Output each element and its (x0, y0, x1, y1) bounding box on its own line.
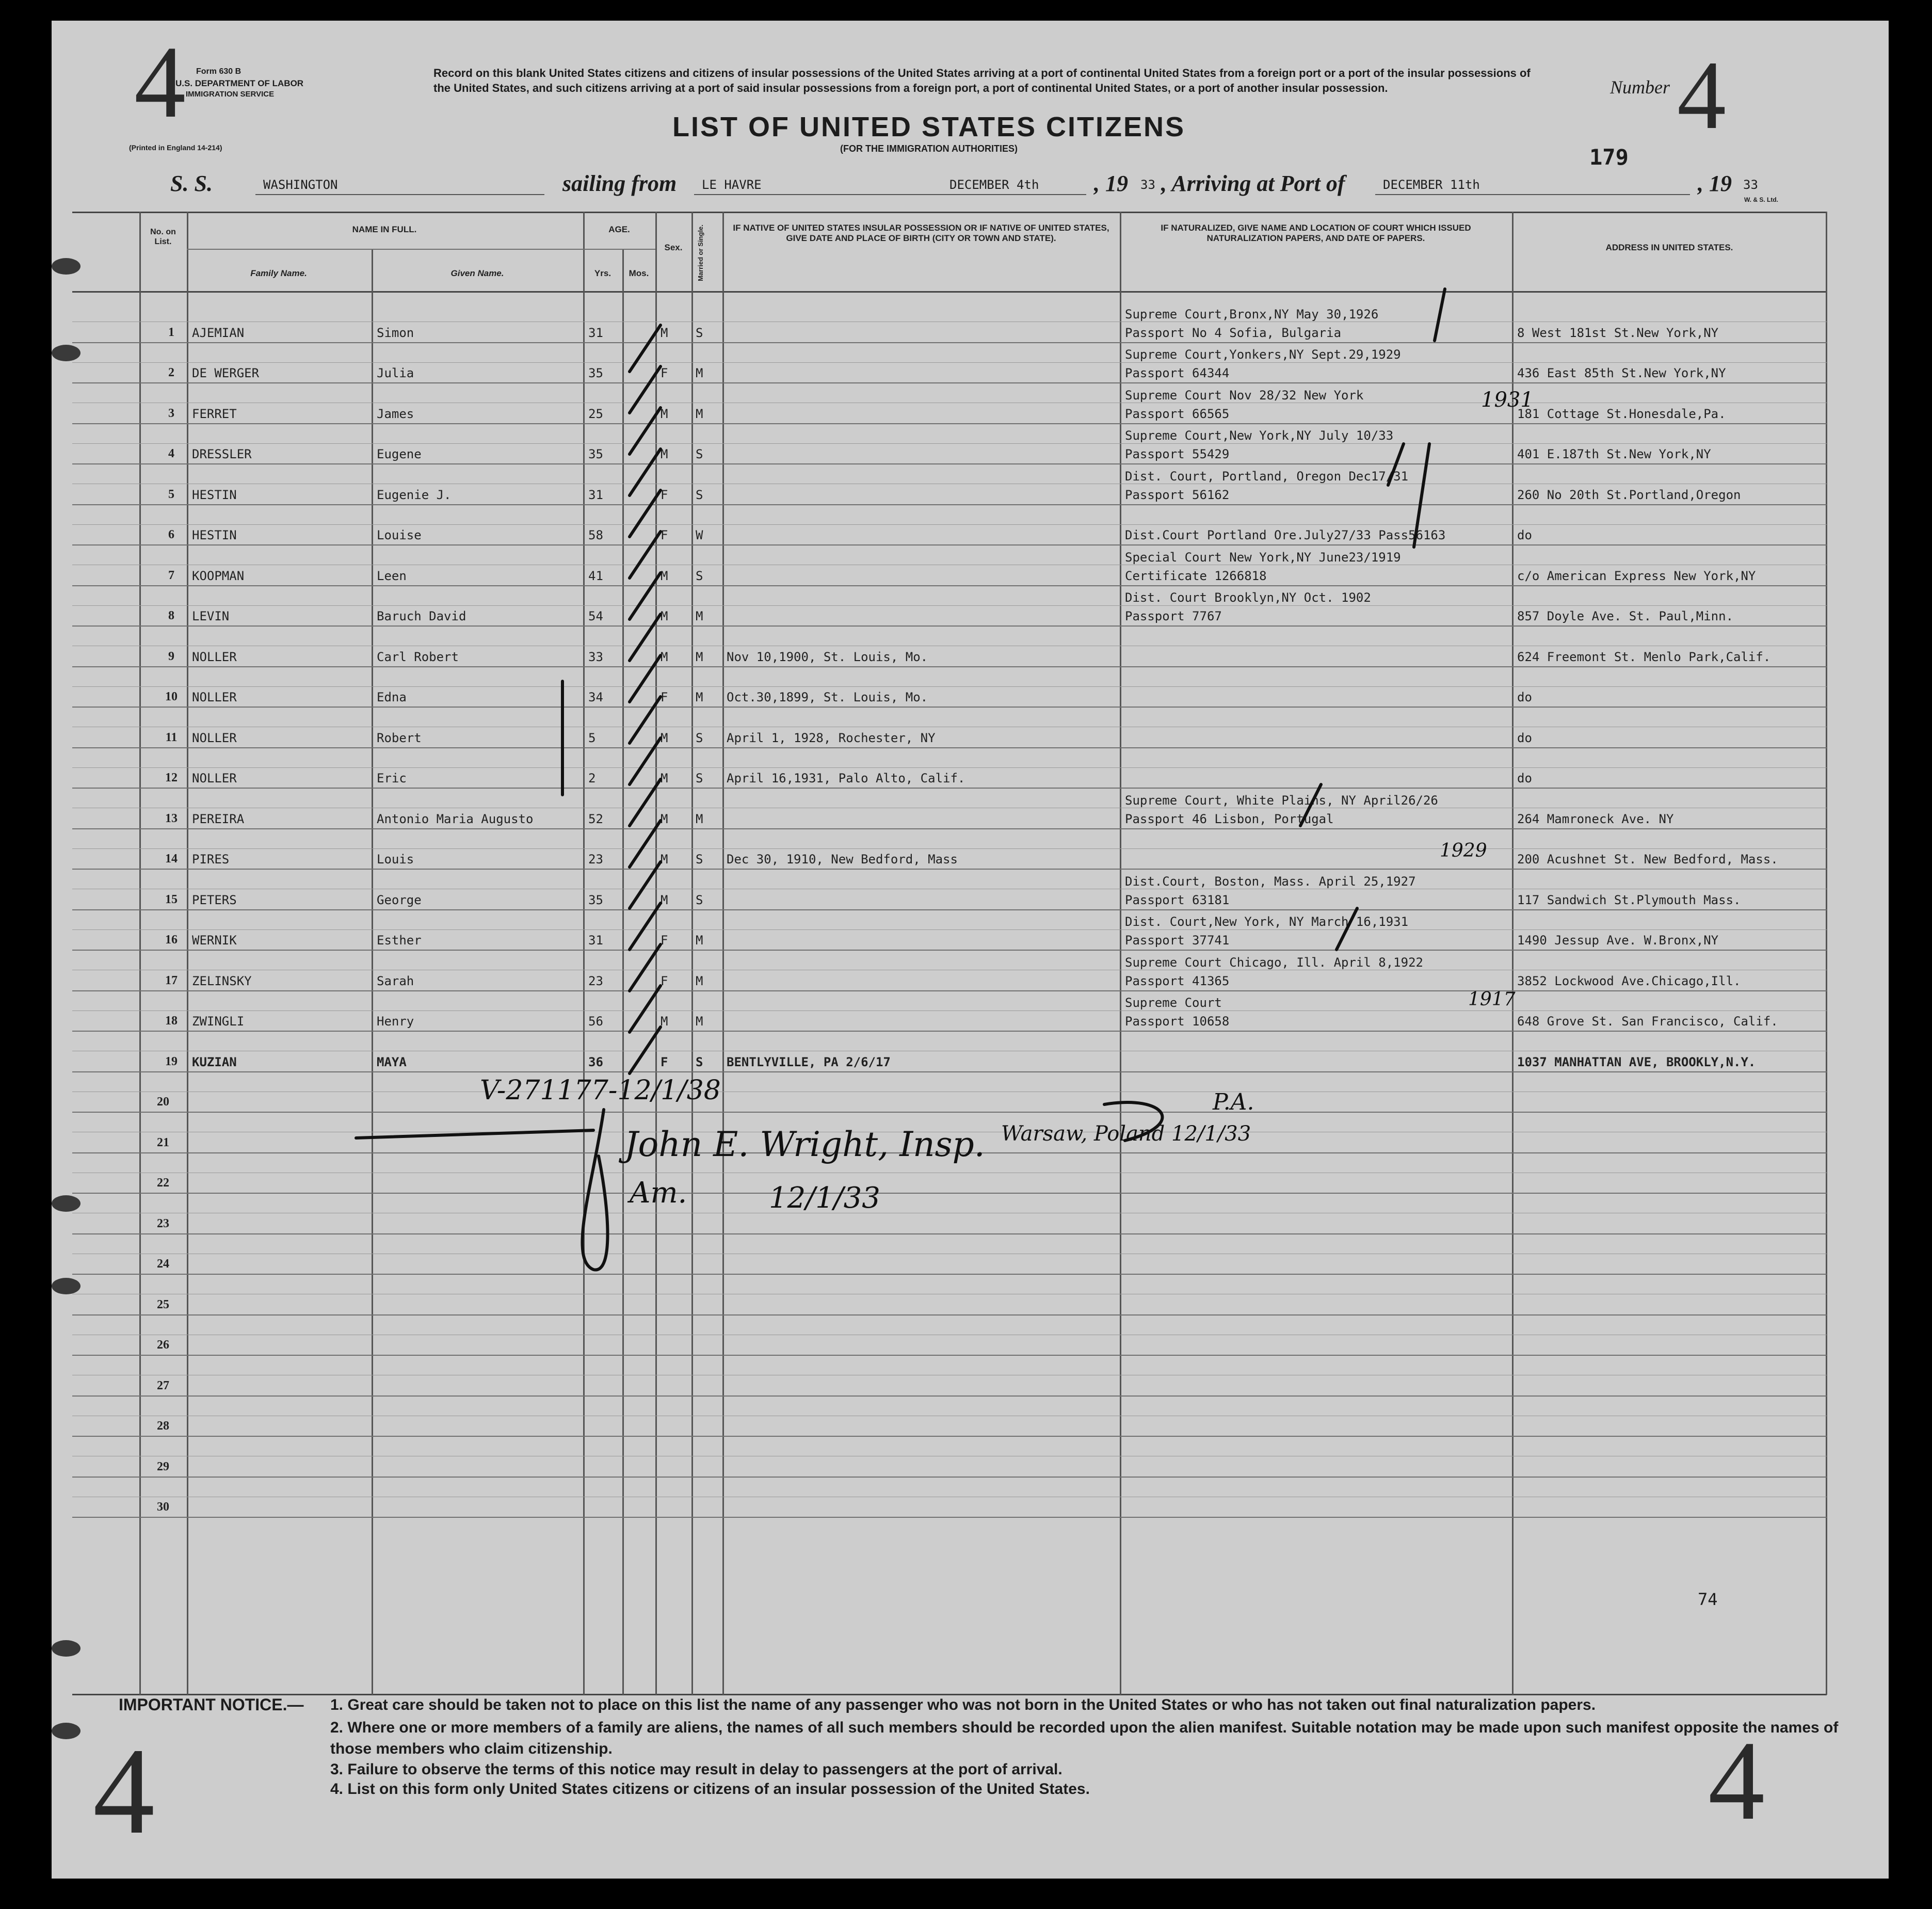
cell-birth: BENTLYVILLE, PA 2/6/17 (727, 1054, 891, 1069)
cell-age: 35 (588, 366, 603, 380)
cell-given: Eugene (377, 447, 422, 461)
cell-given: Louise (377, 528, 422, 542)
cell-address: c/o American Express New York,NY (1517, 568, 1756, 583)
cell-age: 25 (588, 406, 603, 421)
cell-ms: S (696, 568, 703, 583)
cell-ms: M (696, 973, 703, 988)
cell-address: 8 West 181st St.New York,NY (1517, 325, 1719, 340)
row-number: 26 (157, 1338, 169, 1352)
cell-nat-passport: Passport 55429 (1125, 447, 1230, 461)
notice-item-4: 4. List on this form only United States citizens or citizens of an insular possession of the United States. (330, 1780, 1090, 1798)
notice-item-3: 3. Failure to observe the terms of this notice may result in delay to passengers at the port of arrival. (330, 1761, 1062, 1778)
cell-family: NOLLER (192, 730, 237, 745)
cell-sex: M (661, 325, 668, 340)
cell-family: HESTIN (192, 528, 237, 542)
cell-nat-passport: Passport 7767 (1125, 609, 1222, 623)
cell-given: Simon (377, 325, 414, 340)
cell-no: 8 (168, 609, 174, 622)
col-header-name-in-full: NAME IN FULL. (352, 224, 417, 234)
cell-family: NOLLER (192, 649, 237, 664)
handwritten-dewerger-year: 1931 (1481, 388, 1534, 412)
handwritten-kuzian-code: V-271177-12/1/38 (480, 1075, 721, 1106)
cell-nat-court: Dist. Court Brooklyn,NY Oct. 1902 (1125, 590, 1371, 605)
cell-address: 1490 Jessup Ave. W.Bronx,NY (1517, 933, 1719, 948)
cell-age: 23 (588, 852, 603, 867)
cell-age: 31 (588, 487, 603, 502)
cell-birth: April 1, 1928, Rochester, NY (727, 730, 936, 745)
cell-no: 18 (165, 1014, 178, 1028)
cell-sex: M (661, 892, 668, 907)
cell-family: NOLLER (192, 771, 237, 785)
cell-sex: M (661, 771, 668, 785)
page-number: 179 (1589, 145, 1629, 170)
arriving-label: , Arriving at Port of (1161, 171, 1345, 196)
cell-ms: M (696, 811, 703, 826)
cell-ms: S (696, 852, 703, 867)
form-instructions: Record on this blank United States citizens and citizens of insular possessions of the United States arriving at a port of continental United States from a foreign port or a port of the insular possessions of the United States, and such citizens arriving at a port of said insular possessions from a foreign port, a port of continental United States, or a port of another insular possession. (433, 67, 1531, 94)
row-number: 28 (157, 1419, 169, 1433)
notice-item-2: 2. Where one or more members of a family are aliens, the names of all such members should be recorded upon the alien manifest. Suitable notation may be made upon such manifest opposite the names of those members who claim citizenship. (330, 1719, 1839, 1757)
handwritten-zelinsky-year: 1917 (1468, 989, 1516, 1010)
department-name: U.S. DEPARTMENT OF LABOR (175, 78, 304, 88)
list-title: LIST OF UNITED STATES CITIZENS (672, 111, 1185, 142)
cell-age: 34 (588, 690, 603, 704)
cell-sex: M (661, 1014, 668, 1029)
cell-family: ZELINSKY (192, 973, 252, 988)
cell-ms: S (696, 730, 703, 745)
cell-ms: S (696, 325, 703, 340)
cell-family: DE WERGER (192, 366, 260, 380)
handwritten-kuzian-note: Warsaw, Poland 12/1/33 (1001, 1122, 1251, 1146)
row-number: 20 (157, 1095, 169, 1109)
cell-ms: M (696, 649, 703, 664)
cell-nat-court: Dist. Court,New York, NY March 16,1931 (1125, 915, 1409, 929)
cell-given: MAYA (377, 1054, 407, 1069)
cell-address: do (1517, 730, 1532, 745)
cell-given: Edna (377, 690, 407, 704)
manifest-page (52, 21, 1889, 1879)
service-name: IMMIGRATION SERVICE (186, 90, 275, 99)
row-number: 27 (157, 1378, 169, 1392)
cell-nat-court: Supreme Court,Yonkers,NY Sept.29,1929 (1125, 347, 1401, 362)
cell-sex: F (661, 1054, 668, 1069)
col-header-yrs: Yrs. (594, 268, 611, 278)
col-header-family-name: Family Name. (250, 268, 307, 278)
cell-nat-passport: Passport No 4 Sofia, Bulgaria (1125, 325, 1342, 340)
notice-item-1: 1. Great care should be taken not to place on this list the name of any passenger who was not born in the United States or who has not taken out final naturalization papers. (330, 1696, 1596, 1713)
col-header-no: No. on List. (150, 228, 176, 247)
cell-sex: F (661, 933, 668, 948)
row-number: 25 (157, 1297, 169, 1311)
cell-family: PETERS (192, 892, 237, 907)
cell-given: Baruch David (377, 609, 466, 623)
cell-sex: M (661, 730, 668, 745)
cell-ms: M (696, 609, 703, 623)
cell-given: Leen (377, 568, 407, 583)
cell-ms: M (696, 366, 703, 380)
cell-ms: S (696, 771, 703, 785)
cell-nat-passport: Passport 56162 (1125, 487, 1230, 502)
cell-ms: S (696, 892, 703, 907)
cell-nat-passport: Passport 66565 (1125, 406, 1230, 421)
cell-family: DRESSLER (192, 447, 252, 461)
row-number: 23 (157, 1216, 169, 1230)
cell-address: 181 Cottage St.Honesdale,Pa. (1517, 406, 1726, 421)
cell-no: 19 (165, 1054, 178, 1068)
cell-age: 54 (588, 609, 603, 623)
cell-no: 17 (165, 973, 178, 987)
arrival-year: 33 (1743, 178, 1758, 192)
bottom-page-number: 74 (1698, 1590, 1718, 1609)
cell-address: do (1517, 771, 1532, 785)
cell-address: 436 East 85th St.New York,NY (1517, 366, 1726, 380)
cell-no: 11 (165, 730, 178, 744)
row-number: 24 (157, 1257, 169, 1271)
cell-ms: S (696, 487, 703, 502)
cell-given: Esther (377, 933, 422, 948)
cell-no: 6 (168, 528, 174, 541)
cell-sex: M (661, 852, 668, 867)
cell-family: LEVIN (192, 609, 230, 623)
cell-no: 2 (168, 366, 174, 379)
cell-address: 264 Mamroneck Ave. NY (1517, 811, 1674, 826)
cell-no: 16 (165, 933, 178, 947)
cell-address: 3852 Lockwood Ave.Chicago,Ill. (1517, 973, 1741, 988)
cell-sex: M (661, 447, 668, 461)
cell-nat-court: Supreme Court (1125, 996, 1222, 1010)
cell-no: 9 (168, 649, 174, 663)
cell-nat-passport: Dist.Court Portland Ore.July27/33 Pass56163 (1125, 528, 1446, 542)
ship-name: WASHINGTON (263, 178, 338, 192)
cell-age: 41 (588, 568, 603, 583)
cell-family: AJEMIAN (192, 325, 245, 340)
cell-sex: F (661, 366, 668, 380)
cell-age: 35 (588, 447, 603, 461)
cell-birth: Oct.30,1899, St. Louis, Mo. (727, 690, 928, 704)
cell-address: 200 Acushnet St. New Bedford, Mass. (1517, 852, 1778, 867)
ss-label: S. S. (170, 171, 213, 196)
handwriting-layer (52, 21, 1889, 1879)
cell-no: 12 (165, 771, 178, 784)
form-number: Form 630 B (196, 67, 242, 76)
row-number: 21 (157, 1135, 169, 1149)
arrival-year-prefix: , 19 (1698, 171, 1732, 196)
cell-nat-passport: Passport 41365 (1125, 973, 1230, 988)
cell-address: 117 Sandwich St.Plymouth Mass. (1517, 892, 1741, 907)
cell-address: 648 Grove St. San Francisco, Calif. (1517, 1014, 1778, 1029)
cell-ms: W (696, 528, 703, 542)
handwritten-am: Am. (630, 1176, 687, 1210)
cell-ms: M (696, 1014, 703, 1029)
cell-age: 56 (588, 1014, 603, 1029)
printed-note: (Printed in England 14-214) (129, 143, 222, 152)
col-header-mos: Mos. (629, 268, 649, 278)
cell-family: KOOPMAN (192, 568, 245, 583)
cell-nat-passport: Certificate 1266818 (1125, 568, 1267, 583)
cell-given: James (377, 406, 414, 421)
cell-family: FERRET (192, 406, 237, 421)
cell-sex: M (661, 609, 668, 623)
notice-heading: IMPORTANT NOTICE.— (119, 1695, 304, 1714)
cell-address: 857 Doyle Ave. St. Paul,Minn. (1517, 609, 1734, 623)
col-header-married: Married or Single. (697, 224, 704, 281)
row-number: 30 (157, 1500, 169, 1514)
cell-nat-passport: Passport 37741 (1125, 933, 1230, 948)
cell-age: 33 (588, 649, 603, 664)
corner-number-top-right: 4 (1677, 41, 1726, 150)
cell-birth: April 16,1931, Palo Alto, Calif. (727, 771, 965, 785)
corner-number-top-left: 4 (134, 25, 186, 139)
cell-family: WERNIK (192, 933, 237, 948)
list-subtitle: (FOR THE IMMIGRATION AUTHORITIES) (840, 143, 1018, 154)
row-number: 22 (157, 1176, 169, 1190)
cell-nat-court: Supreme Court Chicago, Ill. April 8,1922 (1125, 955, 1423, 970)
cell-birth: Dec 30, 1910, New Bedford, Mass (727, 852, 958, 867)
cell-ms: M (696, 406, 703, 421)
cell-sex: M (661, 568, 668, 583)
cell-given: Louis (377, 852, 414, 867)
cell-given: Henry (377, 1014, 414, 1029)
sail-year-prefix: , 19 (1094, 171, 1128, 196)
cell-family: PIRES (192, 852, 230, 867)
handwritten-pa-mark: P.A. (1213, 1089, 1254, 1115)
cell-sex: M (661, 406, 668, 421)
cell-sex: F (661, 973, 668, 988)
cell-given: George (377, 892, 422, 907)
cell-age: 5 (588, 730, 596, 745)
cell-given: Sarah (377, 973, 414, 988)
cell-family: ZWINGLI (192, 1014, 245, 1029)
cell-age: 2 (588, 771, 596, 785)
cell-age: 52 (588, 811, 603, 826)
cell-ms: M (696, 690, 703, 704)
cell-given: Eugenie J. (377, 487, 452, 502)
col-header-age: AGE. (608, 224, 630, 234)
printer-mark: W. & S. Ltd. (1744, 196, 1778, 203)
cell-nat-passport: Passport 63181 (1125, 892, 1230, 907)
cell-no: 5 (168, 487, 174, 501)
cell-nat-passport: Passport 64344 (1125, 366, 1230, 380)
cell-no: 15 (165, 892, 178, 906)
cell-nat-passport: Passport 46 Lisbon, Portugal (1125, 811, 1334, 826)
port-from: LE HAVRE (702, 178, 762, 192)
cell-age: 58 (588, 528, 603, 542)
sailing-label: sailing from (562, 171, 677, 196)
cell-address: do (1517, 528, 1532, 542)
sail-date: DECEMBER 4th (949, 178, 1039, 192)
cell-ms: S (696, 1054, 703, 1069)
col-header-given-name: Given Name. (450, 268, 504, 278)
col-header-naturalized: IF NATURALIZED, GIVE NAME AND LOCATION OF COURT WHICH ISSUED NATURALIZATION PAPERS, AND DATE OF PAPERS. (1161, 223, 1471, 244)
cell-address: do (1517, 690, 1532, 704)
cell-family: NOLLER (192, 690, 237, 704)
cell-no: 14 (165, 852, 178, 865)
cell-no: 4 (168, 447, 174, 460)
cell-age: 31 (588, 933, 603, 948)
cell-no: 10 (165, 690, 178, 703)
cell-age: 35 (588, 892, 603, 907)
cell-sex: F (661, 528, 668, 542)
corner-number-bottom-right: 4 (1708, 1718, 1765, 1843)
col-header-address: ADDRESS IN UNITED STATES. (1605, 243, 1733, 252)
cell-sex: F (661, 487, 668, 502)
cell-given: Robert (377, 730, 422, 745)
cell-nat-court: Supreme Court Nov 28/32 New York (1125, 388, 1364, 403)
cell-ms: M (696, 933, 703, 948)
cell-age: 31 (588, 325, 603, 340)
cell-address: 260 No 20th St.Portland,Oregon (1517, 487, 1741, 502)
cell-given: Eric (377, 771, 407, 785)
col-header-sex: Sex. (664, 243, 683, 252)
cell-no: 13 (165, 811, 178, 825)
col-header-birth: IF NATIVE OF UNITED STATES INSULAR POSSESSION OR IF NATIVE OF UNITED STATES, GIVE DATE AND PLACE OF BIRTH (CITY OR TOWN AND STATE). (733, 223, 1109, 244)
handwritten-clerk-date: 12/1/33 (769, 1181, 880, 1215)
sail-year: 33 (1140, 178, 1155, 192)
cell-address: 401 E.187th St.New York,NY (1517, 447, 1711, 461)
cell-family: KUZIAN (192, 1054, 237, 1069)
cell-family: HESTIN (192, 487, 237, 502)
cell-given: Carl Robert (377, 649, 459, 664)
cell-sex: M (661, 811, 668, 826)
cell-nat-court: Special Court New York,NY June23/1919 (1125, 550, 1401, 565)
cell-no: 7 (168, 568, 174, 582)
cell-nat-court: Dist.Court, Boston, Mass. April 25,1927 (1125, 874, 1416, 889)
cell-nat-passport: Passport 10658 (1125, 1014, 1230, 1029)
number-label: Number (1610, 77, 1670, 98)
cell-nat-court: Supreme Court,New York,NY July 10/33 (1125, 428, 1394, 443)
cell-age: 36 (588, 1054, 603, 1069)
cell-family: PEREIRA (192, 811, 245, 826)
cell-no: 1 (168, 325, 174, 339)
cell-ms: S (696, 447, 703, 461)
cell-nat-court: Supreme Court,Bronx,NY May 30,1926 (1125, 307, 1379, 322)
cell-given: Antonio Maria Augusto (377, 811, 534, 826)
cell-address: 1037 MANHATTAN AVE, BROOKLY,N.Y. (1517, 1054, 1756, 1069)
arrival-date: DECEMBER 11th (1383, 178, 1480, 192)
corner-number-bottom-left: 4 (93, 1722, 155, 1859)
cell-age: 23 (588, 973, 603, 988)
cell-nat-court: Dist. Court, Portland, Oregon Dec17/31 (1125, 469, 1409, 484)
cell-given: Julia (377, 366, 414, 380)
cell-birth: Nov 10,1900, St. Louis, Mo. (727, 649, 928, 664)
handwritten-pereira-year: 1929 (1440, 840, 1487, 861)
handwritten-clerk-name: John E. Wright, Insp. (624, 1125, 985, 1164)
cell-sex: F (661, 690, 668, 704)
cell-sex: M (661, 649, 668, 664)
row-number: 29 (157, 1459, 169, 1473)
cell-nat-court: Supreme Court, White Plains, NY April26/26 (1125, 793, 1438, 808)
cell-address: 624 Freemont St. Menlo Park,Calif. (1517, 649, 1771, 664)
cell-no: 3 (168, 406, 174, 420)
